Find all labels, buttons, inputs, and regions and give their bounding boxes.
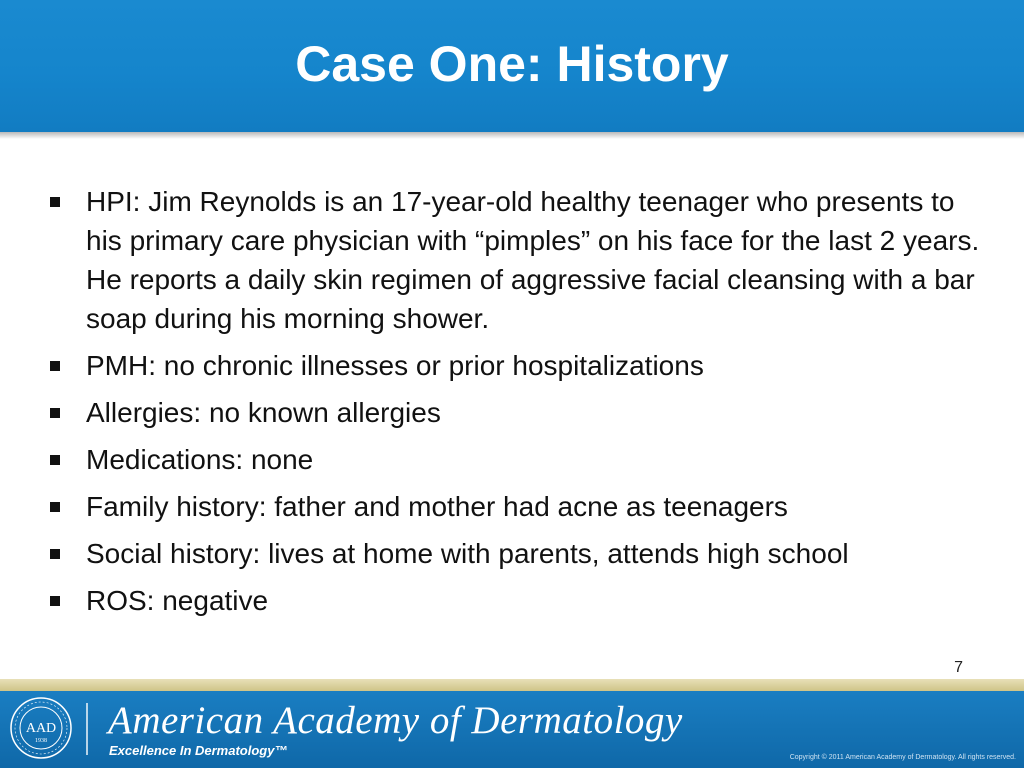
square-bullet-icon bbox=[50, 549, 60, 559]
bullet-ros bbox=[44, 581, 994, 620]
copyright-notice: Copyright © 2011 American Academy of Dermatology. All rights reserved. bbox=[789, 754, 1016, 761]
aad-seal-icon bbox=[9, 696, 73, 760]
bullet-text: Social history: lives at home with parents, attends high school bbox=[86, 538, 849, 569]
bullet-hpi bbox=[44, 182, 994, 338]
square-bullet-icon bbox=[50, 502, 60, 512]
bullet-text: Medications: none bbox=[86, 444, 314, 475]
slide-title: Case One: History bbox=[295, 36, 729, 92]
bullet-social-history bbox=[44, 534, 994, 573]
bullet-family-history bbox=[44, 487, 994, 526]
bullet-medications bbox=[44, 440, 994, 479]
bullet-list bbox=[44, 182, 994, 628]
organization-name: American Academy of Dermatology bbox=[108, 699, 683, 742]
footer-bar bbox=[0, 691, 1024, 768]
bullet-text: HPI: Jim Reynolds is an 17-year-old healthy teenager who presents to his primary care physician with “pimples” on his face for the last 2 years. He reports a daily skin regimen of aggressive facial cleansing with a bar soap during his morning shower. bbox=[86, 186, 988, 334]
footer-gold-rule bbox=[0, 679, 1024, 691]
bullet-text: PMH: no chronic illnesses or prior hospitalizations bbox=[86, 350, 704, 381]
svg-text:1938: 1938 bbox=[35, 738, 47, 744]
svg-text:AAD: AAD bbox=[25, 721, 57, 736]
square-bullet-icon bbox=[50, 455, 60, 465]
slide-number: 7 bbox=[954, 659, 963, 676]
square-bullet-icon bbox=[50, 596, 60, 606]
footer-divider bbox=[86, 703, 88, 755]
bullet-pmh bbox=[44, 346, 994, 385]
square-bullet-icon bbox=[50, 197, 60, 207]
bullet-allergies bbox=[44, 393, 994, 432]
bullet-text: Allergies: no known allergies bbox=[86, 397, 441, 428]
tagline: Excellence In Dermatology™ bbox=[109, 743, 288, 758]
title-bar bbox=[0, 0, 1024, 132]
square-bullet-icon bbox=[50, 361, 60, 371]
bullet-text: Family history: father and mother had acne as teenagers bbox=[86, 491, 788, 522]
bullet-text: ROS: negative bbox=[86, 585, 269, 616]
square-bullet-icon bbox=[50, 408, 60, 418]
